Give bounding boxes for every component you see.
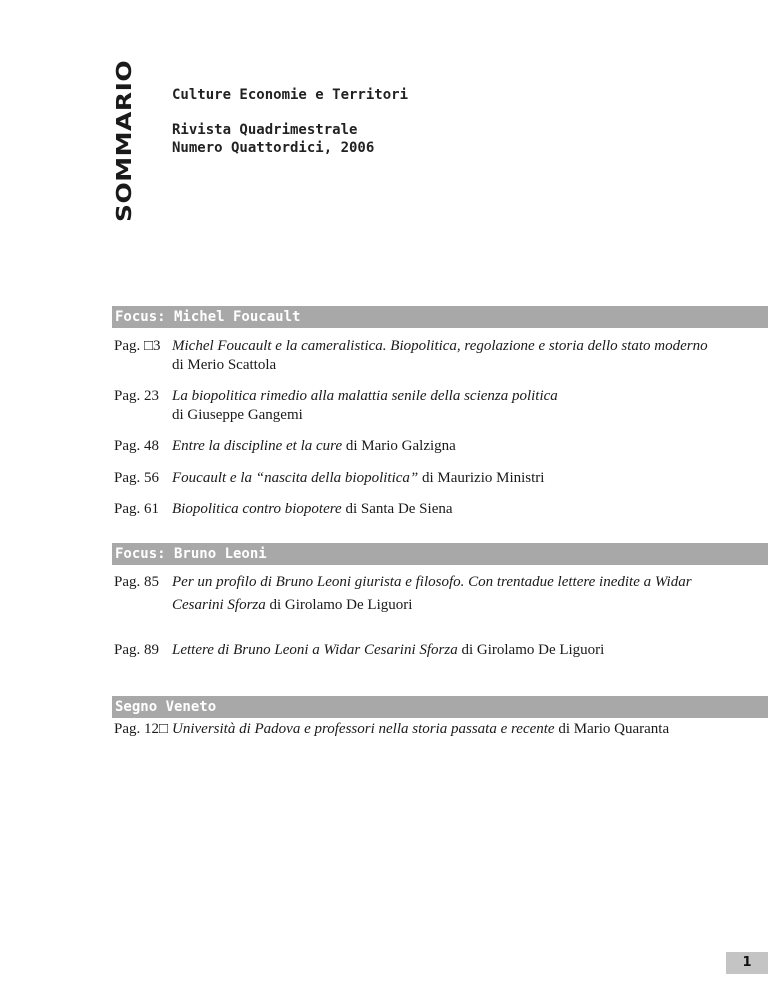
section-header — [112, 306, 768, 328]
article-author: di Santa De Siena — [345, 501, 453, 517]
article-author: di Merio Scattola — [172, 357, 277, 373]
article-author: di Mario Quaranta — [558, 721, 670, 737]
periodicity: Rivista Quadrimestrale — [172, 122, 358, 138]
journal-header — [172, 86, 408, 157]
article-title: Biopolitica contro biopotere — [172, 501, 342, 517]
section-header — [112, 543, 768, 565]
article-author: di Girolamo De Liguori — [461, 642, 605, 658]
page-ref: Pag. 56 — [114, 470, 159, 486]
section-title: Focus: Michel Foucault — [115, 309, 301, 325]
issue-number: Numero Quattordici, 2006 — [172, 140, 375, 156]
journal-name: Culture Economie e Territori — [172, 87, 409, 103]
page-ref: Pag. 23 — [114, 388, 159, 404]
article-title: Lettere di Bruno Leoni a Widar Cesarini Sforza — [172, 642, 458, 658]
page-ref: Pag. 12□ — [114, 721, 169, 737]
article-author: di Giuseppe Gangemi — [172, 407, 303, 423]
article-title: Entre la discipline et la cure — [172, 438, 343, 454]
page-ref: Pag. 48 — [114, 438, 159, 454]
article-title: Michel Foucault e la cameralistica. Biopolitica, regolazione e storia dello stato moderno — [172, 338, 708, 354]
article-title: La biopolitica rimedio alla malattia senile della scienza politica — [172, 388, 558, 404]
page-number: 1 — [726, 952, 768, 974]
article-title: Università di Padova e professori nella storia passata e recente — [172, 721, 555, 737]
vertical-title: SOMMARIO — [112, 59, 136, 222]
page-ref: Pag. 61 — [114, 501, 159, 517]
page-ref: Pag. □3 — [114, 338, 161, 354]
article-author: di Girolamo De Liguori — [269, 597, 413, 613]
article-title: Per un profilo di Bruno Leoni giurista e filosofo. Con trentadue lettere inedite a Widar Cesarini Sforza — [172, 574, 692, 613]
article-author: di Mario Galzigna — [345, 438, 456, 454]
article-author: di Maurizio Ministri — [421, 470, 545, 486]
page-ref: Pag. 85 — [114, 574, 159, 590]
section-title: Focus: Bruno Leoni — [115, 546, 267, 562]
section-header — [112, 696, 768, 718]
section-title: Segno Veneto — [115, 699, 217, 715]
article-title: Foucault e la “nascita della biopolitica” — [172, 470, 419, 486]
page-ref: Pag. 89 — [114, 642, 159, 658]
